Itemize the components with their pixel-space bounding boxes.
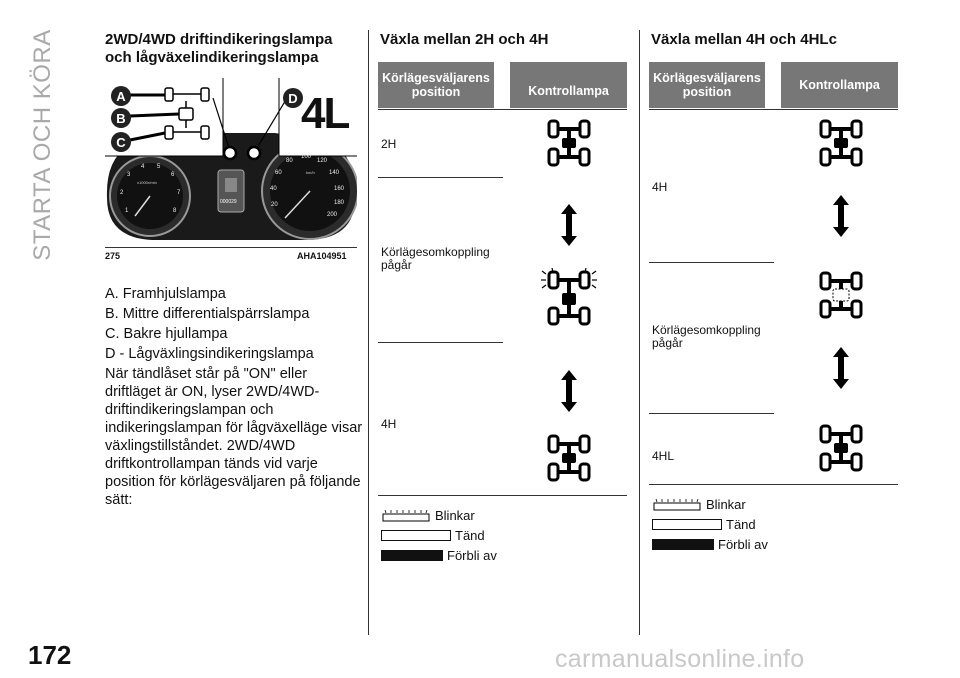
col2-row1-label: 2H	[381, 137, 397, 151]
paragraph-line: När tändlåset står på "ON" eller	[105, 366, 308, 382]
col3-row1-label: 4H	[652, 180, 668, 194]
list-item-b: B. Mittre differentialspärrslampa	[105, 306, 310, 322]
speed-label-60: 60	[275, 170, 282, 176]
col2-header-lamp: Kontrollampa	[510, 62, 627, 108]
dashboard-figure	[105, 78, 357, 246]
col2-double-arrow-icon-1	[561, 204, 577, 246]
col2-legend-off	[381, 548, 497, 563]
column-divider-1	[368, 30, 369, 635]
section-side-title	[8, 29, 78, 261]
list-item-c: C. Bakre hjullampa	[105, 326, 228, 342]
paragraph-line: växlingstillståndet. 2WD/4WD	[105, 438, 296, 454]
description-paragraph	[105, 365, 367, 509]
figure-caption-rule	[105, 247, 357, 248]
paragraph-line: sätt:	[105, 492, 133, 508]
col2-header-position-line1: Körlägesväljarens	[382, 71, 490, 85]
col3-double-arrow-icon-1	[833, 195, 849, 237]
paragraph-line: position för körlägesväljaren på följande	[105, 474, 361, 490]
callout-d-label: D	[288, 90, 298, 106]
callout-b-label: B	[116, 110, 126, 126]
speed-label-120: 120	[317, 158, 328, 164]
col1-heading-line2: och lågväxelindikeringslampa	[105, 49, 319, 66]
speed-label-160: 160	[334, 186, 345, 192]
col1-heading	[105, 31, 365, 67]
speed-label-80: 80	[286, 158, 293, 164]
col3-header-position-line2: position	[682, 85, 732, 99]
callout-c	[111, 132, 131, 152]
col3-header-rule	[649, 109, 898, 110]
speed-unit: km/h	[306, 170, 315, 175]
speed-label-140: 140	[329, 170, 340, 176]
col3-table-bottom-rule	[649, 484, 898, 485]
callout-c-label: C	[116, 134, 126, 150]
callout-d	[283, 88, 303, 108]
col3-legend-off	[652, 537, 768, 552]
tach-label-3: 3	[127, 172, 131, 178]
legend-off-label: Förbli av	[718, 537, 768, 552]
blink-swatch-icon	[381, 510, 431, 521]
col2-header-rule	[378, 109, 627, 110]
col3-header-lamp: Kontrollampa	[781, 62, 898, 108]
side-title-text: STARTA OCH KÖRA	[29, 29, 56, 261]
blink-swatch-icon	[652, 499, 702, 510]
list-item-a: A. Framhjulslampa	[105, 286, 226, 302]
col3-header-position-line1: Körlägesväljarens	[653, 71, 761, 85]
col2-header-position	[378, 62, 494, 108]
col3-row2-label-line1: Körlägesomkoppling	[652, 323, 761, 337]
col2-row2-label-line2: pågår	[381, 258, 412, 272]
paragraph-line: driftkontrollampan tänds vid varje	[105, 456, 318, 472]
col3-row1-rule	[649, 262, 774, 263]
tach-label-4: 4	[141, 164, 145, 170]
col2-legend-on	[381, 528, 485, 543]
off-swatch-icon	[381, 550, 443, 561]
speed-label-200: 200	[327, 212, 338, 218]
tach-unit: x1000r/min	[137, 180, 157, 185]
col3-4wd-lamp-blinking-icon	[818, 270, 864, 320]
list-item-d: D - Lågväxlingsindikeringslampa	[105, 346, 314, 362]
col2-4wd-lamp-2h-icon	[546, 118, 592, 168]
col2-legend-blink	[381, 508, 475, 523]
callout-a	[111, 86, 131, 106]
col2-table-bottom-rule	[378, 495, 627, 496]
col3-double-arrow-icon-2	[833, 347, 849, 389]
off-swatch-icon	[652, 539, 714, 550]
col3-row3-label: 4HL	[652, 449, 675, 463]
on-swatch-icon	[381, 530, 451, 541]
paragraph-line: indikeringslampan för lågväxelläge visar	[105, 420, 363, 436]
watermark-text: carmanualsonline.info	[555, 645, 805, 673]
col2-row2-label-line1: Körlägesomkoppling	[381, 245, 490, 259]
speed-label-20: 20	[271, 202, 278, 208]
col3-row2-rule	[649, 413, 774, 414]
col3-row2-label-line2: pågår	[652, 336, 683, 350]
page-number: 172	[28, 640, 72, 670]
speed-label-100: 100	[301, 154, 312, 160]
col2-heading: Växla mellan 2H och 4H	[380, 31, 549, 48]
col3-4wd-lamp-4hl-icon	[818, 423, 864, 473]
col1-heading-line1: 2WD/4WD driftindikeringslampa	[105, 31, 333, 48]
tach-label-2: 2	[120, 190, 124, 196]
col3-header-position	[649, 62, 765, 108]
col2-row2-label	[381, 246, 490, 272]
figure-number: 275	[105, 251, 121, 261]
tach-label-8: 8	[173, 208, 177, 214]
legend-on-label: Tänd	[726, 517, 756, 532]
figure-code: AHA104951	[297, 251, 347, 261]
callout-a-label: A	[116, 88, 126, 104]
paragraph-line: driftindikeringslampan och	[105, 402, 274, 418]
col3-heading: Växla mellan 4H och 4HLc	[651, 31, 837, 48]
col3-4wd-lamp-4h-icon	[818, 118, 864, 168]
col3-row2-label	[652, 324, 761, 350]
legend-blink-label: Blinkar	[435, 508, 475, 523]
col2-4wd-lamp-blinking-icon	[540, 268, 598, 328]
legend-on-label: Tänd	[455, 528, 485, 543]
tach-label-6: 6	[171, 172, 175, 178]
tach-label-7: 7	[177, 190, 181, 196]
callout-b	[111, 108, 131, 128]
tach-label-5: 5	[157, 164, 161, 170]
speed-label-180: 180	[334, 200, 345, 206]
col2-row2-rule	[378, 342, 503, 343]
odometer-readout: 000029	[220, 199, 237, 205]
col2-4wd-lamp-4h-icon	[546, 433, 592, 483]
legend-blink-label: Blinkar	[706, 497, 746, 512]
speed-label-40: 40	[270, 186, 277, 192]
col2-header-position-line2: position	[411, 85, 461, 99]
column-divider-2	[639, 30, 640, 635]
col2-row1-rule	[378, 177, 503, 178]
lamp-list	[105, 284, 365, 364]
col3-legend-on	[652, 517, 756, 532]
low-range-indicator-text: 4L	[301, 89, 349, 138]
col2-double-arrow-icon-2	[561, 370, 577, 412]
on-swatch-icon	[652, 519, 722, 530]
col3-legend-blink	[652, 497, 746, 512]
tach-label-1: 1	[125, 208, 129, 214]
legend-off-label: Förbli av	[447, 548, 497, 563]
paragraph-line: driftläget är ON, lyser 2WD/4WD-	[105, 384, 320, 400]
col2-row3-label: 4H	[381, 417, 397, 431]
